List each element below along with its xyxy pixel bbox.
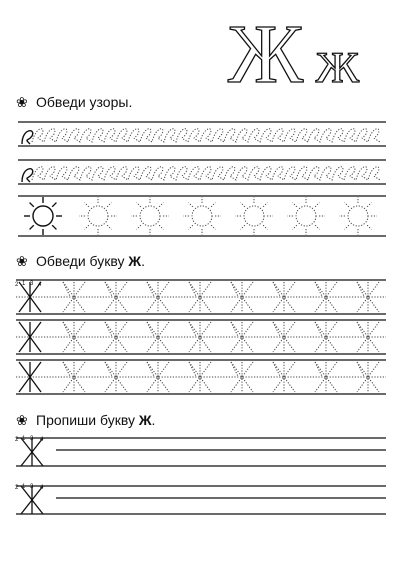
instruction-letter: Ж (138, 412, 152, 428)
sun-ray (315, 203, 319, 207)
letter-zhe-trace-arm (189, 362, 196, 377)
stroke-number: 2 (15, 437, 19, 443)
letter-zhe-trace-arm (357, 282, 364, 297)
sun-ray (367, 203, 371, 207)
letter-zhe-trace-arm (63, 322, 70, 337)
sun-ray (137, 203, 141, 207)
loop-sample (22, 131, 33, 144)
sun-ray (263, 225, 267, 229)
stroke-number: 2 (15, 485, 19, 491)
letter-zhe-trace-arm (105, 322, 112, 337)
sun-circle (88, 206, 108, 226)
instruction-letter: Ж (128, 253, 142, 269)
loop-trace (32, 129, 380, 142)
sun-ray (52, 225, 56, 229)
letter-zhe-trace-arm (147, 362, 154, 377)
instruction-text: Обведи букву (36, 253, 129, 269)
letter-zhe-trace-arm (147, 282, 154, 297)
stroke-number: 4 (40, 485, 44, 491)
stroke-number: 1 (22, 436, 26, 442)
letter-zhe-trace-arm (315, 282, 322, 297)
sun-ray (367, 225, 371, 229)
sun-circle (33, 206, 53, 226)
letter-zhe-trace-arm (273, 322, 280, 337)
sun-ray (107, 225, 111, 229)
sun-ray (52, 203, 56, 207)
sun-ray (137, 225, 141, 229)
flower-icon: ❀ (16, 94, 28, 110)
letter-zhe-trace-arm (273, 282, 280, 297)
header-capital: Ж (228, 8, 304, 100)
letter-zhe-trace-arm (357, 362, 364, 377)
letter-zhe-trace-arm (189, 322, 196, 337)
loop-sample (22, 169, 33, 182)
stroke-number: 4 (38, 282, 42, 288)
sun-ray (189, 203, 193, 207)
sun-ray (189, 225, 193, 229)
sun-ray (345, 203, 349, 207)
sun-ray (30, 203, 34, 207)
sun-ray (30, 225, 34, 229)
letter-zhe-trace-arm (147, 322, 154, 337)
sun-ray (85, 225, 89, 229)
sun-ray (159, 203, 163, 207)
header-lowercase: ж (316, 28, 359, 96)
sun-circle (192, 206, 212, 226)
letter-zhe-trace-arm (357, 322, 364, 337)
sun-ray (345, 225, 349, 229)
instruction-period: . (151, 412, 156, 428)
sun-ray (241, 225, 245, 229)
sun-ray (293, 225, 297, 229)
sun-circle (348, 206, 368, 226)
sun-ray (263, 203, 267, 207)
instruction-text: Пропиши букву (36, 412, 139, 428)
sun-ray (211, 225, 215, 229)
letter-zhe-trace-arm (273, 362, 280, 377)
sun-ray (315, 225, 319, 229)
sun-circle (296, 206, 316, 226)
stroke-number: 3 (30, 281, 34, 287)
instruction-period: . (141, 253, 145, 269)
flower-icon: ❀ (16, 253, 28, 269)
letter-zhe-trace-arm (315, 322, 322, 337)
sun-ray (107, 203, 111, 207)
stroke-number: 3 (30, 436, 34, 442)
letter-zhe-trace-arm (189, 282, 196, 297)
letter-zhe-trace-arm (63, 362, 70, 377)
stroke-number: 1 (22, 484, 26, 490)
loop-trace (32, 167, 380, 180)
stroke-number: 2 (15, 282, 19, 288)
letter-zhe-trace-arm (105, 362, 112, 377)
letter-zhe-trace-arm (105, 282, 112, 297)
sun-ray (85, 203, 89, 207)
letter-zhe-trace-arm (231, 362, 238, 377)
sun-circle (140, 206, 160, 226)
sun-ray (159, 225, 163, 229)
letter-zhe-trace-arm (63, 282, 70, 297)
sun-ray (293, 203, 297, 207)
letter-zhe-trace-arm (315, 362, 322, 377)
sun-ray (211, 203, 215, 207)
instruction-trace-letter (16, 253, 145, 269)
stroke-number: 3 (30, 484, 34, 490)
instruction-write-letter (16, 412, 155, 428)
instruction-text: Обведи узоры. (36, 94, 133, 110)
letter-zhe-trace-arm (231, 282, 238, 297)
flower-icon: ❀ (16, 412, 28, 428)
stroke-number: 4 (40, 437, 44, 443)
sun-ray (241, 203, 245, 207)
stroke-number: 1 (22, 281, 26, 287)
sun-circle (244, 206, 264, 226)
letter-zhe-trace-arm (231, 322, 238, 337)
